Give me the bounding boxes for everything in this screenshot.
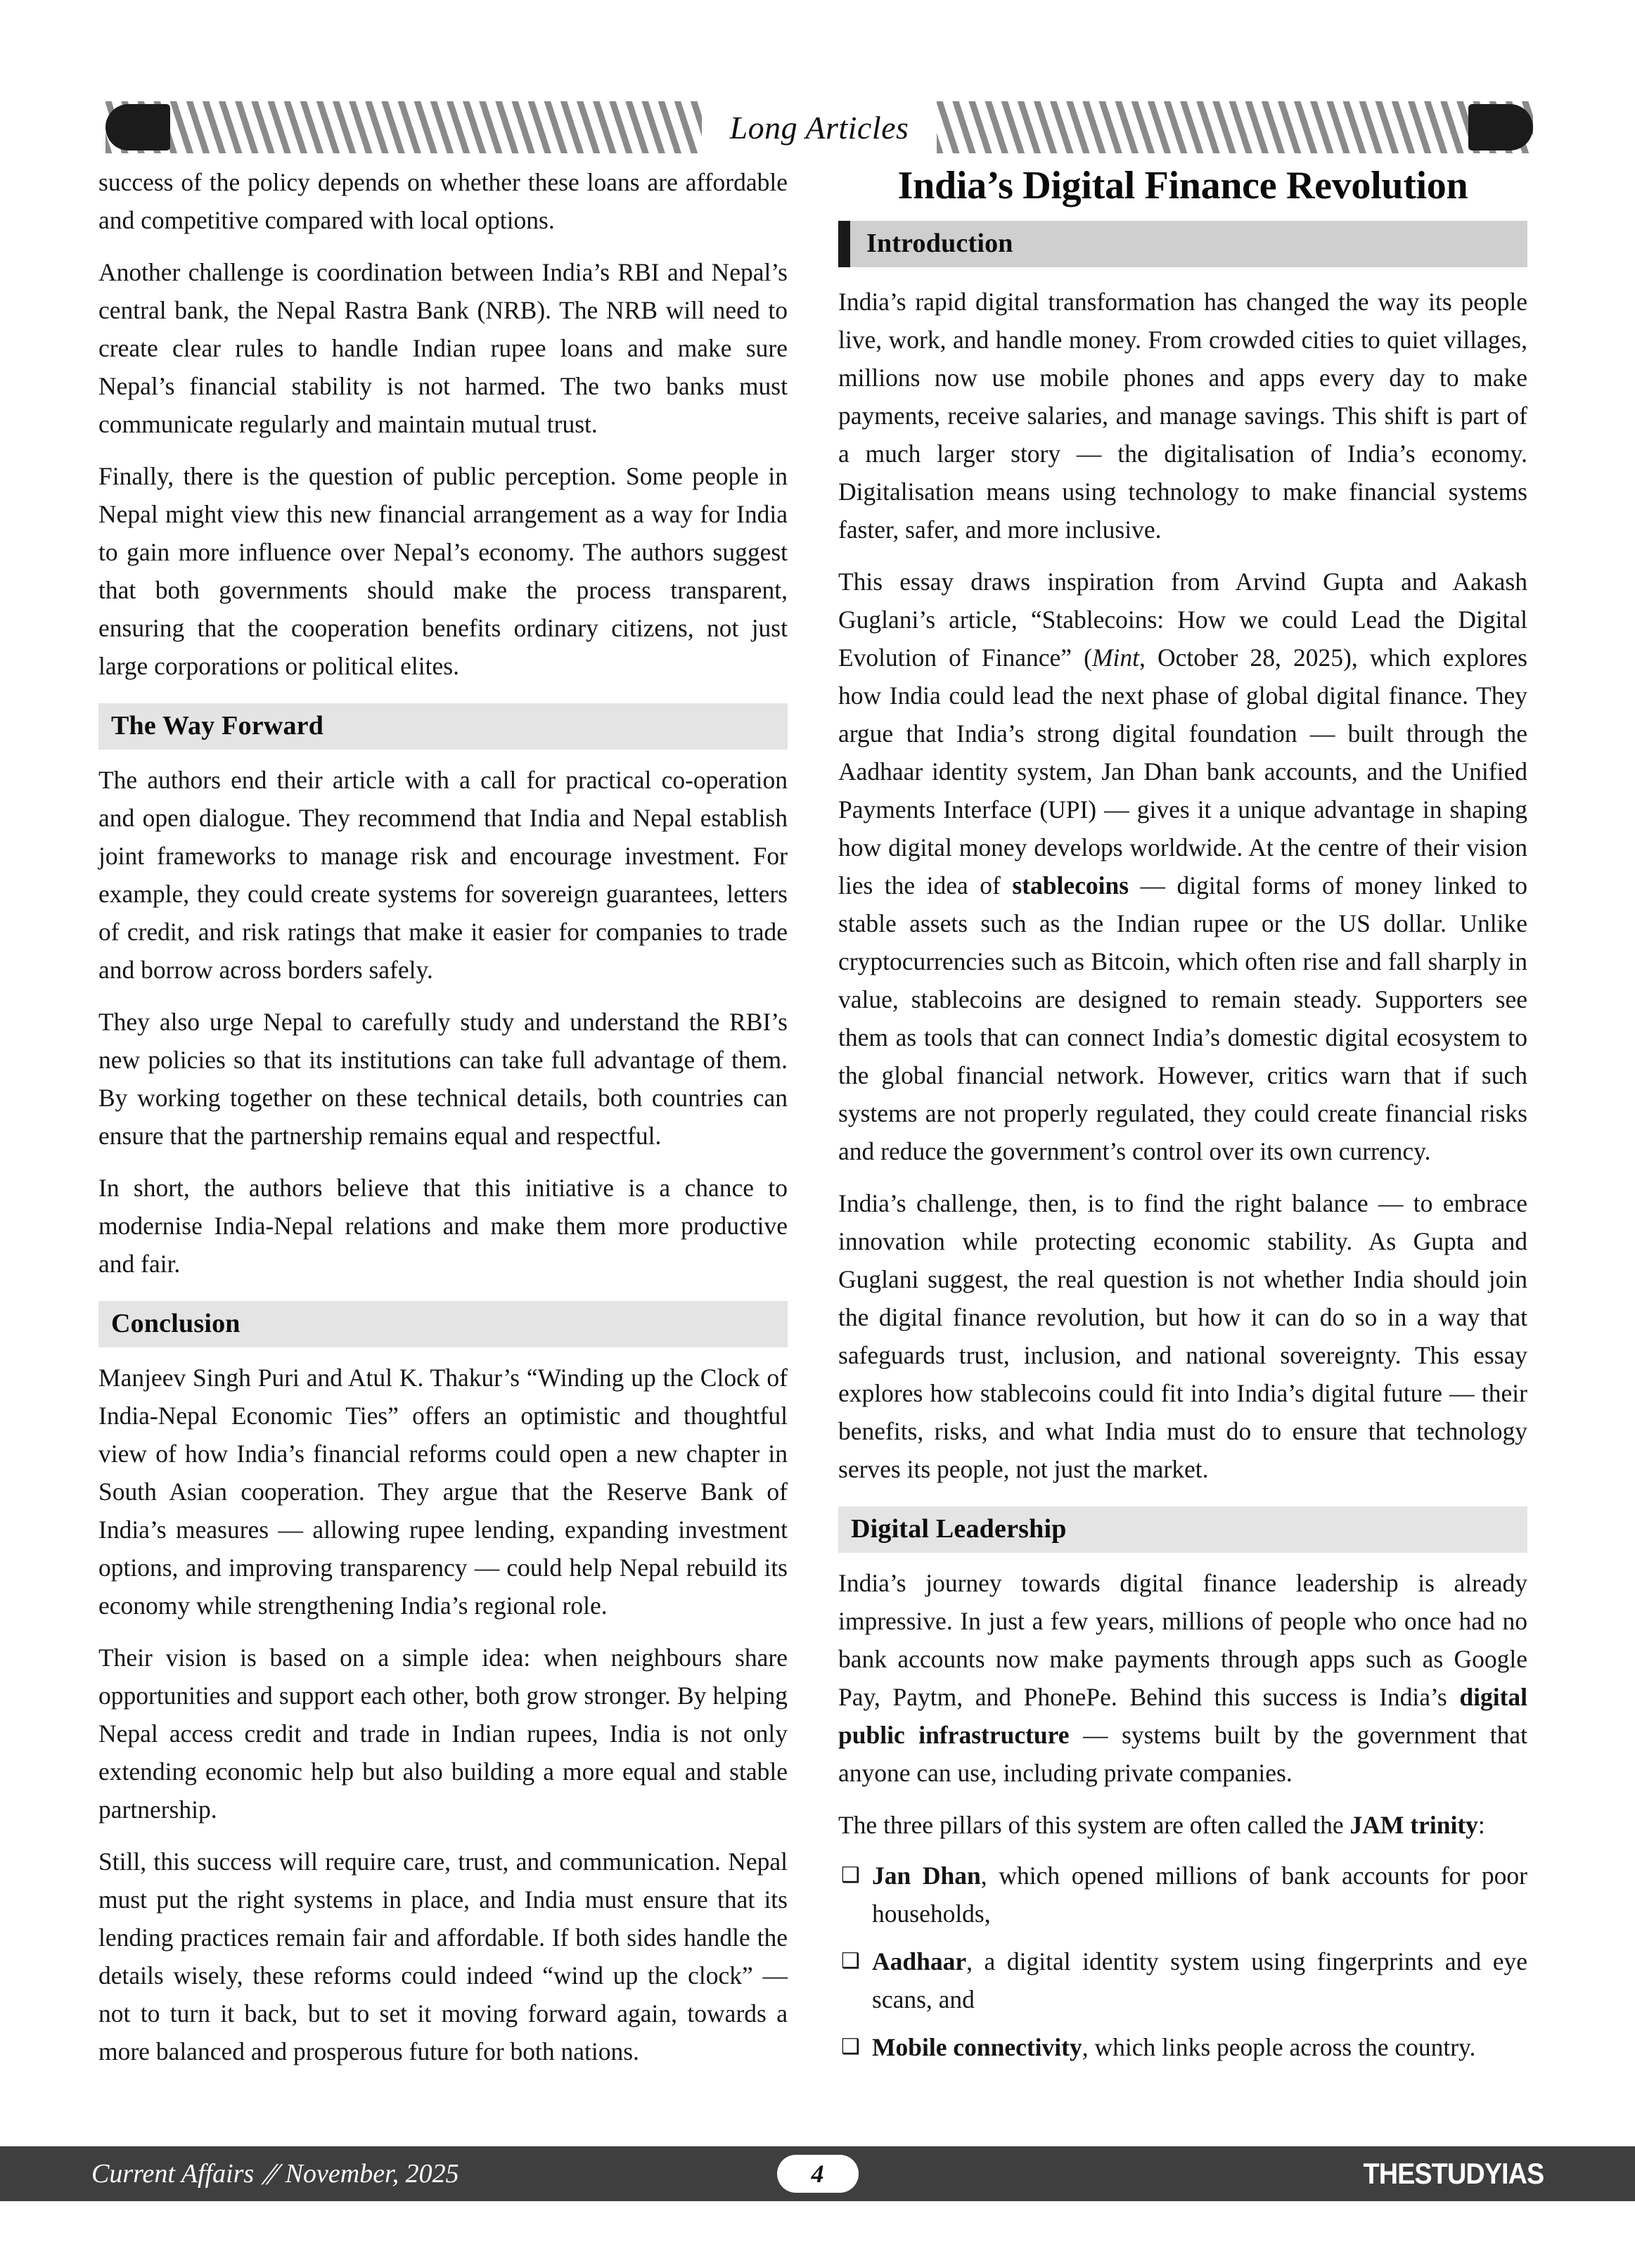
bold-term: digital public infrastructure bbox=[838, 1683, 1527, 1749]
left-column bbox=[98, 163, 788, 2104]
paragraph: success of the policy depends on whether these loans are affordable and competitive compared with local options. bbox=[98, 168, 788, 234]
bold-term: stablecoins bbox=[1012, 871, 1129, 899]
paragraph: India’s rapid digital transformation has changed the way its people live, work, and handle money. From crowded cities to quiet villages, millions now use mobile phones and apps every day to make payments, receive salaries, and manage savings. This shift is part of a much larger story — the digitalisation of India’s economy. Digitalisation means using technology to make financial systems faster, safer, and more inclusive. bbox=[838, 288, 1527, 544]
bold-term: JAM trinity bbox=[1349, 1811, 1478, 1839]
section-heading-way-forward: The Way Forward bbox=[98, 703, 788, 750]
header-cap-left-icon bbox=[105, 104, 170, 150]
section-heading-digital-leadership: Digital Leadership bbox=[838, 1506, 1527, 1553]
page-number-badge: 4 bbox=[777, 2155, 859, 2193]
text-run: , which opened millions of bank accounts for poor households, bbox=[872, 1862, 1527, 1928]
text-run: , which links people across the country. bbox=[1082, 2033, 1476, 2061]
text-run: The three pillars of this system are often called the bbox=[838, 1811, 1350, 1839]
paragraph-with-inline-emphasis bbox=[838, 563, 1527, 1170]
paragraph: Another challenge is coordination between India’s RBI and Nepal’s central bank, the Nepal Rastra Bank (NRB). The NRB will need to create clear rules to handle Indian rupee loans and make sure Nepal’s financial stability is not harmed. The two banks must communicate regularly and maintain mutual trust. bbox=[98, 258, 788, 438]
header-stripe-right bbox=[937, 101, 1533, 153]
section-heading-conclusion: Conclusion bbox=[98, 1301, 788, 1347]
bold-term: Jan Dhan bbox=[872, 1862, 981, 1890]
list-item bbox=[838, 1857, 1527, 1933]
text-run: This essay draws inspiration from Arvind Gupta and Aakash Guglani’s article, “Stablecoins: How we could Lead the Digital Evolution of Finance” ( bbox=[838, 568, 1527, 672]
content-columns bbox=[98, 163, 1540, 2104]
right-column bbox=[838, 163, 1527, 2104]
paragraph: Finally, there is the question of public perception. Some people in Nepal might view this new financial arrangement as a way for India to gain more influence over Nepal’s economy. The authors suggest that both governments should make the process transparent, ensuring that the cooperation benefits ordinary citizens, not just large corporations or political elites. bbox=[98, 462, 788, 680]
footer-publication-name: Current Affairs bbox=[91, 2159, 255, 2189]
bold-term: Aadhaar bbox=[872, 1947, 967, 1975]
text-run: India’s journey towards digital finance leadership is already impressive. In just a few years, millions of people who once had no bank accounts now make payments through apps such as Google Pay, Paytm, and PhonePe. Behind this success is India’s bbox=[838, 1569, 1527, 1711]
footer-separator-icon: // bbox=[261, 2156, 278, 2191]
jam-trinity-list bbox=[838, 1857, 1527, 2066]
paragraph: They also urge Nepal to carefully study and understand the RBI’s new policies so that its institutions can take full advantage of them. By working together on these technical details, both countries can ensure that the partnership remains equal and respectful. bbox=[98, 1008, 788, 1150]
article-title: India’s Digital Finance Revolution bbox=[897, 164, 1468, 207]
square-bullet-icon: ❑ bbox=[841, 1864, 860, 1887]
footer-brand-logo: THESTUDYIAS bbox=[1363, 2157, 1544, 2190]
paragraph-with-inline-emphasis bbox=[838, 1806, 1527, 1844]
paragraph: The authors end their article with a call for practical co-operation and open dialogue. They recommend that India and Nepal establish joint frameworks to manage risk and encourage investment. For example, they could create systems for sovereign guarantees, letters of credit, and risk ratings that make it easier for companies to trade and borrow across borders safely. bbox=[98, 766, 788, 984]
text-run: : bbox=[1477, 1811, 1485, 1839]
footer-issue-date: November, 2025 bbox=[285, 2159, 459, 2189]
section-heading-introduction: Introduction bbox=[838, 221, 1527, 267]
text-run: , October 28, 2025), which explores how India could lead the next phase of global digital finance. They argue that India’s strong digital foundation — built through the Aadhaar identity system, Jan Dhan bank accounts, and the Unified Payments Interface (UPI) — gives it a unique advantage in shaping how digital money develops worldwide. At the centre of their vision lies the idea of bbox=[838, 643, 1527, 899]
header-cap-right-icon bbox=[1468, 104, 1533, 150]
text-run: — digital forms of money linked to stable assets such as the Indian rupee or the US dollar. Unlike cryptocurrencies such as Bitcoin, which often rise and fall sharply in value, stablecoins are designed to remain steady. Supporters see them as tools that can connect India’s domestic digital ecosystem to the global financial network. However, critics warn that if such systems are not properly regulated, they could create financial risks and reduce the government’s control over its own currency. bbox=[838, 871, 1527, 1165]
square-bullet-icon: ❑ bbox=[841, 1949, 860, 1973]
paragraph: Their vision is based on a simple idea: when neighbours share opportunities and support each other, both grow stronger. By helping Nepal access credit and trade in Indian rupees, India is not only extending economic help but also building a more equal and stable partnership. bbox=[98, 1644, 788, 1824]
page-footer bbox=[0, 2146, 1635, 2201]
text-run: — systems built by the government that anyone can use, including private companies. bbox=[838, 1721, 1527, 1787]
square-bullet-icon: ❑ bbox=[841, 2035, 860, 2058]
footer-publication-info bbox=[91, 2156, 459, 2192]
paragraph: Manjeev Singh Puri and Atul K. Thakur’s “Winding up the Clock of India-Nepal Economic Ties” offers an optimistic and thoughtful view of how India’s financial reforms could open a new chapter in South Asian cooperation. They argue that the Reserve Bank of India’s measures — allowing rupee lending, expanding investment options, and improving transparency — could help Nepal rebuild its economy while strengthening India’s regional role. bbox=[98, 1364, 788, 1620]
text-run: , a digital identity system using fingerprints and eye scans, and bbox=[872, 1947, 1527, 2013]
page-header bbox=[105, 100, 1533, 155]
list-item bbox=[838, 2028, 1527, 2066]
list-item bbox=[838, 1942, 1527, 2018]
header-title: Long Articles bbox=[729, 109, 909, 146]
paragraph: In short, the authors believe that this initiative is a chance to modernise India-Nepal relations and make them more productive and fair. bbox=[98, 1174, 788, 1278]
bold-term: Mobile connectivity bbox=[872, 2033, 1082, 2061]
paragraph-with-inline-emphasis bbox=[838, 1564, 1527, 1792]
paragraph: Still, this success will require care, trust, and communication. Nepal must put the right systems in place, and India must ensure that its lending practices remain fair and affordable. If both sides handle the details wisely, these reforms could indeed “wind up the clock” — not to turn it back, but to set it moving forward again, towards a more balanced and prosperous future for both nations. bbox=[98, 1847, 788, 2065]
italic-citation: Mint bbox=[1091, 643, 1140, 672]
paragraph: India’s challenge, then, is to find the right balance — to embrace innovation while protecting economic stability. As Gupta and Guglani suggest, the real question is not whether India should join the digital finance revolution, but how it can do so in a way that safeguards trust, inclusion, and national sovereignty. This essay explores how stablecoins could fit into India’s digital future — their benefits, risks, and what India must do to ensure that technology serves its people, not just the market. bbox=[838, 1189, 1527, 1483]
header-stripe-left bbox=[105, 101, 702, 153]
